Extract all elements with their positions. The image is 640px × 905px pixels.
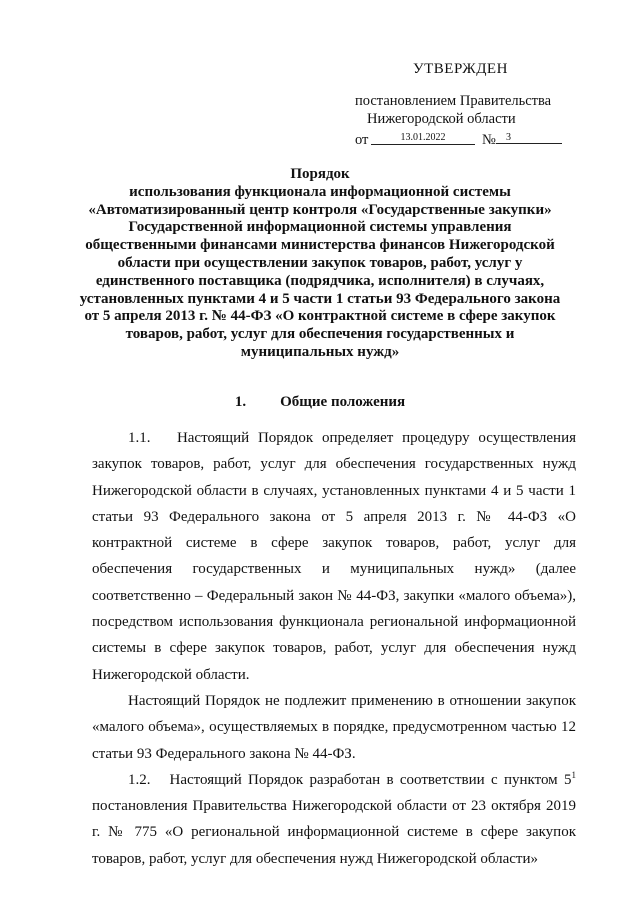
number-prefix: № bbox=[482, 132, 496, 148]
paragraph-scope: Настоящий Порядок не подлежит применению в отношении закупок «малого объема», осуществляемых в порядке, предусмотренном частью 12 статьи 93 Федерального закона № 44-ФЗ. bbox=[92, 692, 576, 762]
title-line: товаров, работ, услуг для обеспечения государственных и bbox=[125, 326, 515, 343]
approval-heading: УТВЕРЖДЕН bbox=[413, 61, 508, 77]
approval-line-2: Нижегородской области bbox=[367, 111, 516, 127]
approval-line-1: постановлением Правительства bbox=[355, 93, 552, 109]
footnote-superscript: 1 bbox=[571, 769, 576, 780]
title-line: единственного поставщика (подрядчика, исполнителя) в случаях, bbox=[95, 272, 545, 289]
title-line: Государственной информационной системы управления bbox=[128, 219, 512, 236]
title-line: области при осуществлении закупок товаров, работ, услуг у bbox=[117, 254, 523, 271]
paragraph-1-2 bbox=[92, 767, 576, 872]
approval-number: 3 bbox=[496, 129, 562, 144]
date-prefix: от bbox=[355, 132, 369, 148]
title-line: Порядок bbox=[290, 166, 350, 182]
approval-block bbox=[355, 60, 575, 151]
title-line: установленных пунктами 4 и 5 части 1 статьи 93 Федерального закона bbox=[79, 290, 561, 307]
approval-date: 13.01.2022 bbox=[371, 129, 475, 145]
paragraph-1-2-rest: постановления Правительства Нижегородской области от 23 октября 2019 г. № 775 «О региональной информационной системе в сфере закупок товаров, работ, услуг для обеспечения нужд Нижегородской области» bbox=[92, 798, 576, 867]
title-line: от 5 апреля 2013 г. № 44-ФЗ «О контрактной системе в сфере закупок bbox=[84, 308, 556, 325]
document-title bbox=[70, 166, 570, 362]
document-body bbox=[92, 425, 576, 872]
title-line: муниципальных нужд» bbox=[240, 343, 400, 360]
paragraph-1-2-start: 1.2. Настоящий Порядок разработан в соответствии с пунктом 5 bbox=[128, 771, 572, 788]
paragraph-1-1: 1.1. Настоящий Порядок определяет процедуру осуществления закупок товаров, работ, услуг для обеспечения государственных нужд Нижегородской области в случаях, установленных пунктами 4 и 5 части 1 статьи 93 Федерального закона от 5 апреля 2013 г. № 44-ФЗ «О контрактной системе в сфере закупок товаров, работ, услуг для обеспечения государственных и муниципальных нужд» (далее соответственно – Федеральный закон № 44-ФЗ, закупки «малого объема»), посредством использования функционала региональной информационной системы в сфере закупок товаров, работ, услуг для обеспечения нужд Нижегородской области. bbox=[92, 430, 576, 683]
title-line: «Автоматизированный центр контроля «Государственные закупки» bbox=[88, 201, 552, 218]
title-line: использования функционала информационной системы bbox=[129, 183, 511, 200]
section-heading bbox=[0, 394, 640, 411]
section-number: 1. bbox=[234, 394, 247, 410]
title-line: общественными финансами министерства финансов Нижегородской bbox=[85, 237, 555, 254]
section-title: Общие положения bbox=[280, 394, 406, 410]
approval-date-line bbox=[355, 131, 575, 151]
